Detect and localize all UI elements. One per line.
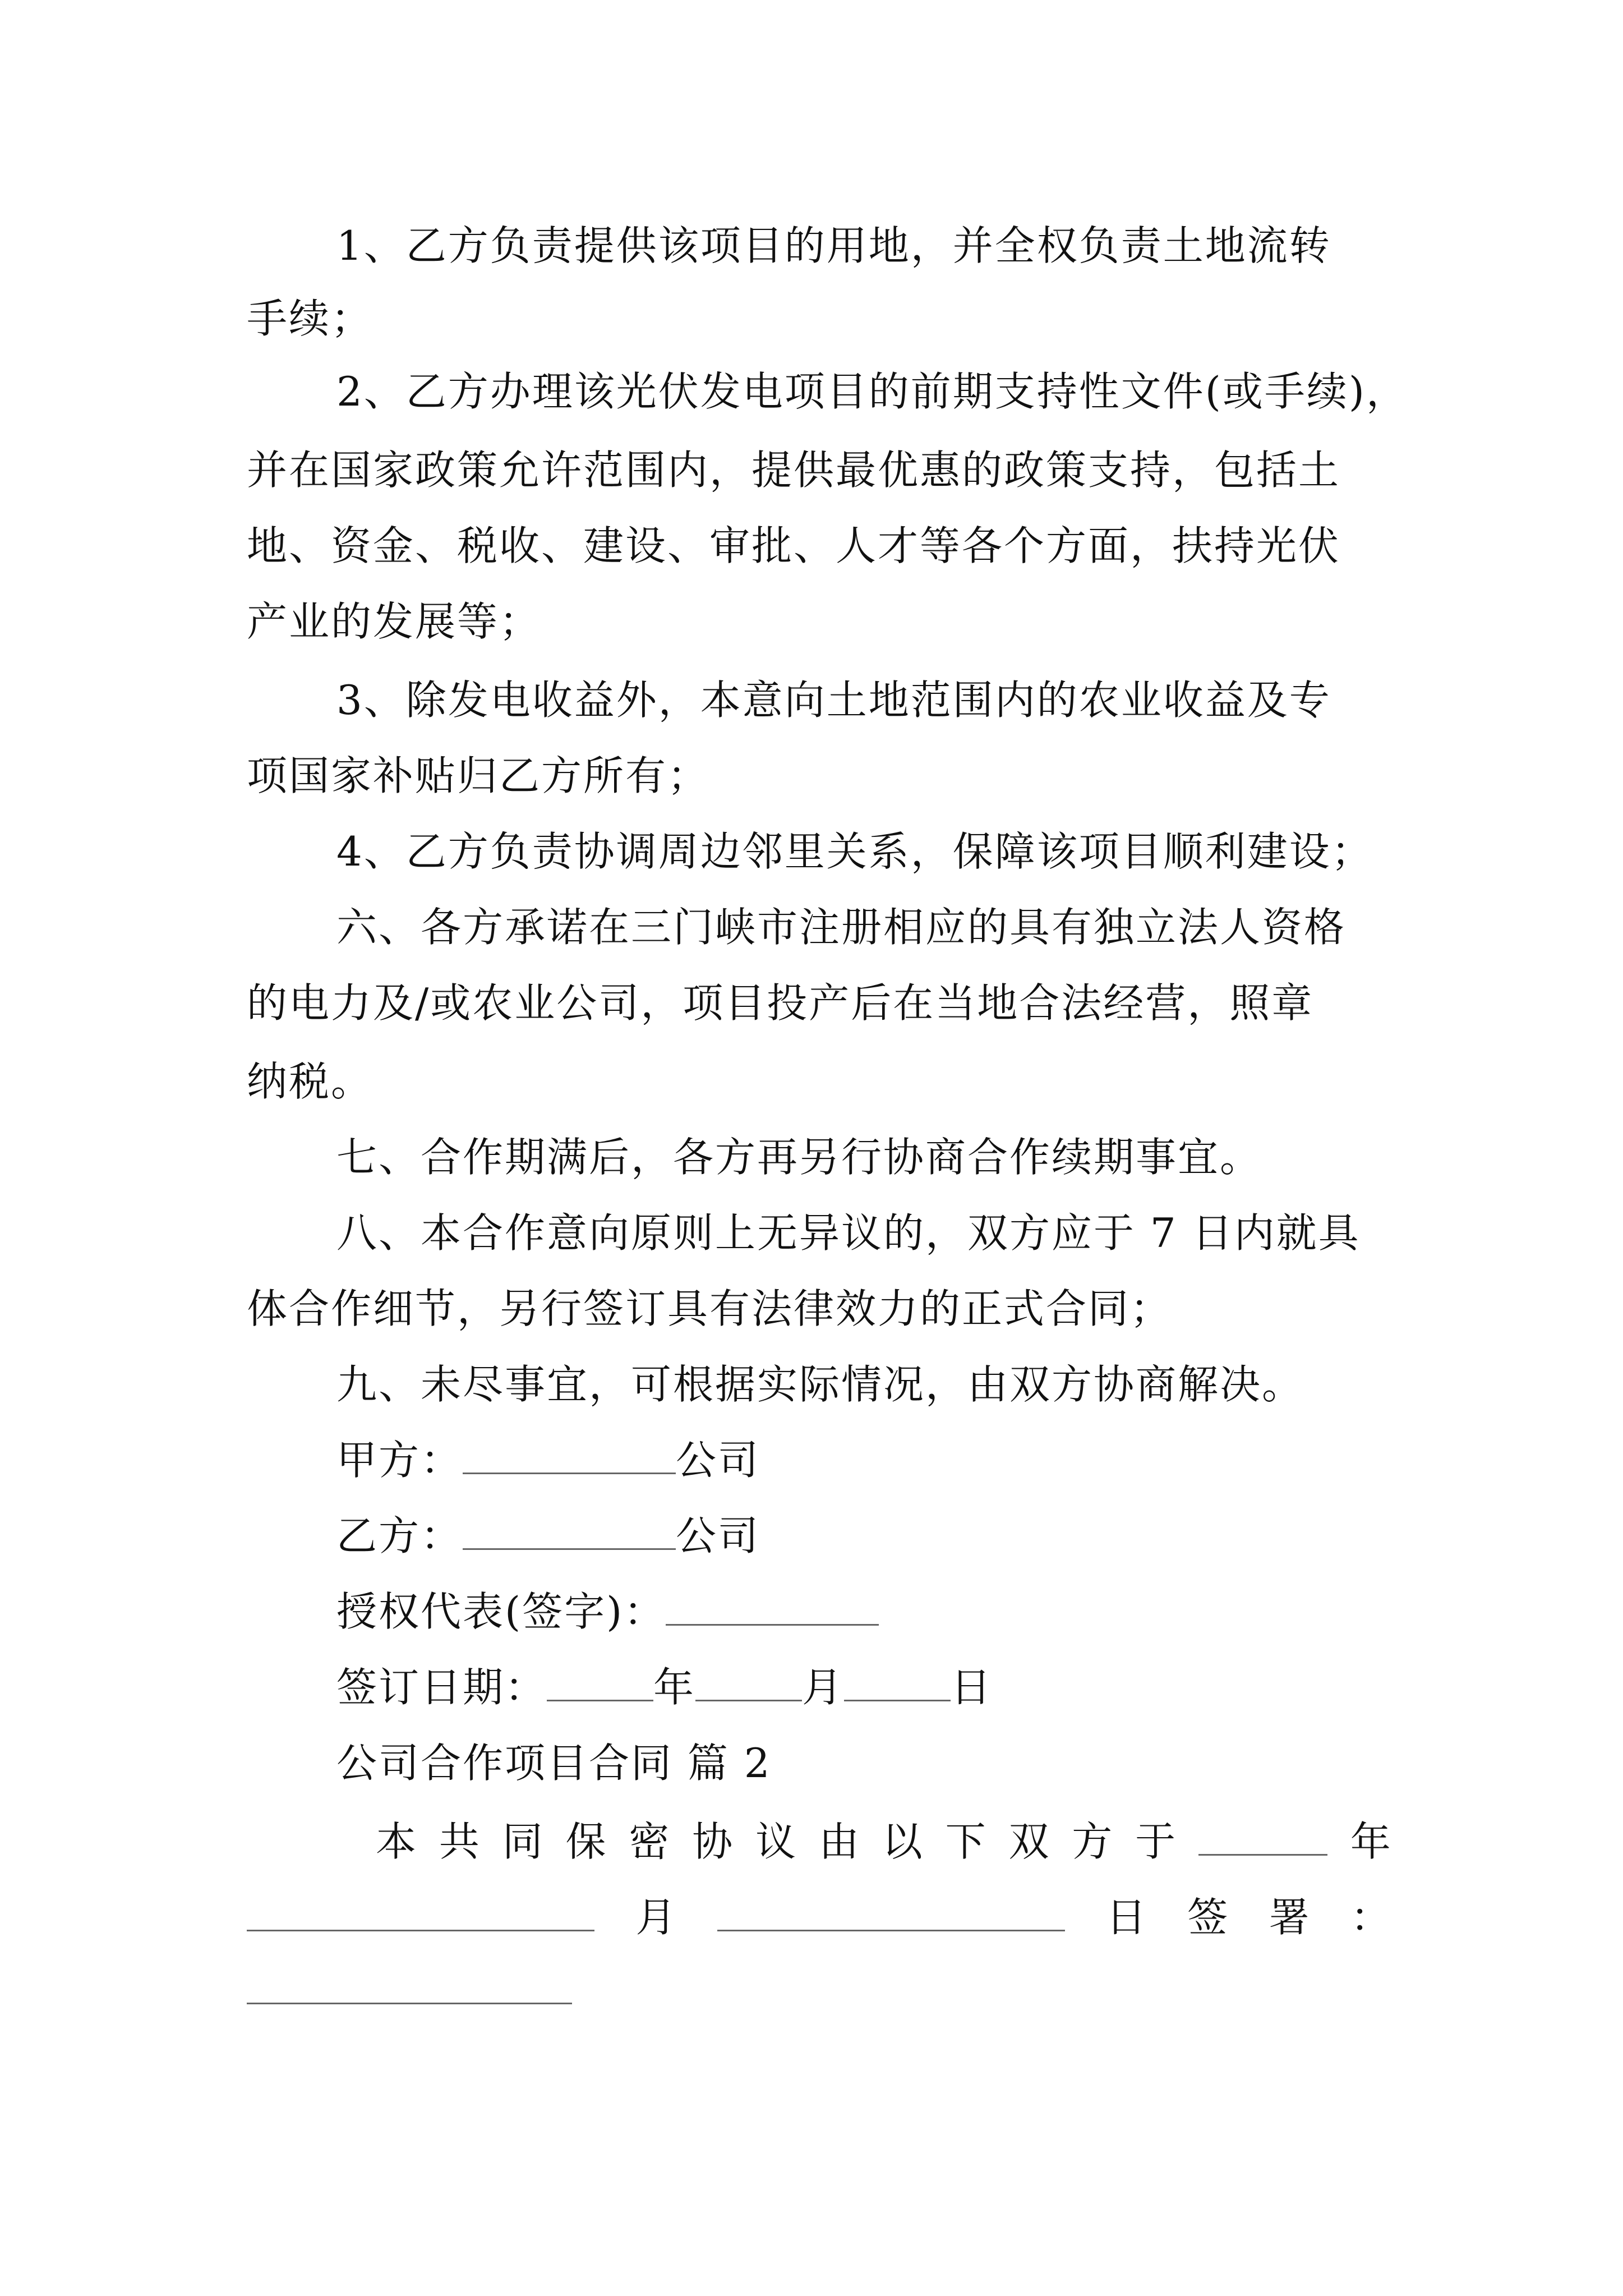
party-b-line bbox=[336, 1509, 1391, 1563]
signatory-line bbox=[247, 1963, 1391, 2017]
date-day-unit: 日 bbox=[951, 1664, 993, 1711]
char: 签 bbox=[1187, 1894, 1228, 1941]
month-unit: 月 bbox=[635, 1894, 676, 1941]
char: 日 bbox=[1105, 1894, 1146, 1941]
clause-2-line-1: 2、乙方办理该光伏发电项目的前期支持性文件(或手续)， bbox=[336, 368, 1408, 415]
signing-date-line bbox=[336, 1660, 1391, 1714]
date-month-blank bbox=[695, 1660, 802, 1701]
clause-6-line-2: 的电力及/或农业公司，项目投产后在当地合法经营，照章 bbox=[247, 979, 1314, 1027]
clause-4-line-1: 4、乙方负责协调周边邻里关系，保障该项目顺利建设； bbox=[336, 828, 1373, 875]
party-b-blank bbox=[463, 1509, 676, 1550]
party-b-label: 乙方： bbox=[336, 1512, 463, 1559]
clause-2-line-2: 并在国家政策允许范围内，提供最优惠的政策支持，包括土 bbox=[247, 447, 1341, 494]
char: 密 bbox=[629, 1818, 670, 1865]
party-a-line bbox=[336, 1433, 1391, 1487]
clause-9-line-1: 九、未尽事宜，可根据实际情况，由双方协商解决。 bbox=[336, 1361, 1304, 1408]
char: ： bbox=[1350, 1894, 1391, 1941]
section-2-title: 公司合作项目合同 篇 2 bbox=[336, 1740, 772, 1787]
char: 双 bbox=[1008, 1818, 1049, 1865]
clause-2-line-3: 地、资金、税收、建设、审批、人才等各个方面，扶持光伏 bbox=[247, 522, 1341, 569]
confidentiality-line-1 bbox=[376, 1815, 1391, 1869]
agreement-day-blank bbox=[717, 1890, 1065, 1931]
char: 由 bbox=[818, 1818, 859, 1865]
clause-1-line-2: 手续； bbox=[247, 295, 374, 342]
party-a-label: 甲方： bbox=[336, 1437, 463, 1484]
clause-3-line-2: 项国家补贴归乙方所有； bbox=[247, 752, 710, 799]
char: 共 bbox=[439, 1818, 479, 1865]
clause-1-line-1: 1、乙方负责提供该项目的用地，并全权负责土地流转 bbox=[336, 222, 1331, 269]
agreement-month-blank bbox=[247, 1890, 594, 1931]
char: 保 bbox=[565, 1818, 606, 1865]
date-year-unit: 年 bbox=[653, 1664, 696, 1711]
confidentiality-line-2 bbox=[247, 1890, 1391, 1944]
char: 下 bbox=[945, 1818, 986, 1865]
party-b-suffix: 公司 bbox=[676, 1512, 760, 1559]
clause-8-line-1: 八、本合作意向原则上无异议的，双方应于 7 日内就具 bbox=[336, 1209, 1361, 1257]
date-year-blank bbox=[547, 1660, 653, 1701]
agreement-year-blank bbox=[1198, 1815, 1327, 1856]
representative-label: 授权代表(签字)： bbox=[336, 1588, 666, 1635]
representative-blank bbox=[666, 1585, 879, 1626]
date-day-blank bbox=[844, 1660, 951, 1701]
char: 本 bbox=[376, 1818, 417, 1865]
char: 同 bbox=[502, 1818, 543, 1865]
char: 署 bbox=[1269, 1894, 1310, 1941]
signing-date-label: 签订日期： bbox=[336, 1664, 547, 1711]
char: 于 bbox=[1135, 1818, 1176, 1865]
char: 议 bbox=[755, 1818, 796, 1865]
clause-6-line-1: 六、各方承诺在三门峡市注册相应的具有独立法人资格 bbox=[336, 904, 1347, 951]
char: 以 bbox=[882, 1818, 923, 1865]
clause-8-line-2: 体合作细节，另行签订具有法律效力的正式合同； bbox=[247, 1285, 1173, 1332]
clause-2-line-4: 产业的发展等； bbox=[247, 598, 542, 645]
clause-7-line-1: 七、合作期满后，各方再另行协商合作续期事宜。 bbox=[336, 1134, 1262, 1181]
year-unit: 年 bbox=[1350, 1818, 1391, 1865]
char: 方 bbox=[1072, 1818, 1113, 1865]
char: 协 bbox=[692, 1818, 733, 1865]
date-month-unit: 月 bbox=[802, 1664, 845, 1711]
clause-3-line-1: 3、除发电收益外，本意向土地范围内的农业收益及专 bbox=[336, 677, 1331, 724]
representative-line bbox=[336, 1585, 1391, 1639]
party-a-suffix: 公司 bbox=[676, 1437, 760, 1484]
party-a-blank bbox=[463, 1433, 676, 1474]
clause-6-line-3: 纳税。 bbox=[247, 1058, 374, 1105]
signatory-blank bbox=[247, 1963, 572, 2004]
